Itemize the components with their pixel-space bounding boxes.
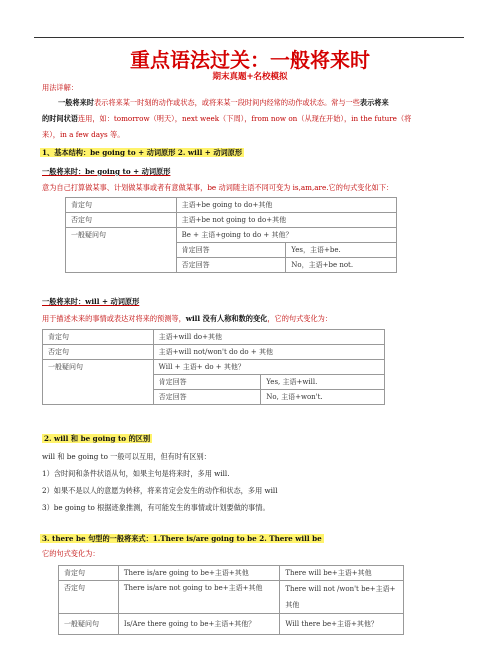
table-cell: 否定句 [59,581,119,614]
table-cell: 肯定回答 [153,375,261,390]
table-cell: 否定回答 [153,390,261,405]
usage-heading: 用法详解： [42,83,78,92]
table-row [43,330,385,345]
table-cell: Be + 主语+going to do + 其他？ [176,228,396,243]
table-cell: Will + 主语+ do + 其他？ [153,360,384,375]
table-cell: 主语+will do+其他 [153,330,384,345]
table-row [59,566,404,581]
table-cell: There will not /won't be+主语+ 其他 [280,581,404,614]
section1-heading: 1、基本结构：be going to + 动词原形 2. will + 动词原形 [42,148,243,157]
table-cell: 一般疑问句 [66,228,177,273]
section1-intro: 意为自己打算做某事、计划做某事或者有意做某事，be 动词随主语不同可变为 is,am,are.它的句式变化如下： [42,183,394,192]
definition-line-1 [58,97,389,108]
section3-intro: 它的句式变化为： [42,549,100,558]
table-row [59,581,404,614]
table-cell: Yes, 主语+will. [261,375,385,390]
term-future-time: 表示将来 [359,98,389,107]
table-cell: 主语+be not going to do+其他 [176,213,396,228]
table-row [66,228,397,243]
definition-text-1: 表示将来某一时刻的动作或状态，或将来某一段时间内经常的动作或状态。常与一些 [93,98,360,107]
table-cell: Is/Are there going to be+主语+其他？ [118,614,280,635]
table-cell: 肯定句 [59,566,119,581]
header-rule [34,37,464,38]
table-cell: 一般疑问句 [43,360,154,405]
page-title: 重点语法过关：一般将来时 [130,48,370,72]
section2-heading: 2. will 和 be going to 的区别 [44,434,151,443]
table-cell: There will be+主语+其他 [280,566,404,581]
section-will-intro: 用于描述未来的事情或表达对将来的预测等，will 没有人称和数的变化，它的句式变化为： [42,314,333,323]
table-cell: There is/are not going to be+主语+其他 [118,581,280,614]
table-cell: Will there be+主语+其他？ [280,614,404,635]
section2-line-4: 3）be going to 根据迹象推测，有可能发生的事情或计划要做的事情。 [42,503,270,512]
table-cell: 一般疑问句 [59,614,119,635]
table-cell: There is/are going to be+主语+其他 [118,566,280,581]
section2-line-2: 1）含时间和条件状语从句，如果主句是将来时，多用 will. [42,469,230,478]
there-be-table [58,565,404,635]
table-cell: No, 主语+won't. [261,390,385,405]
table-row [66,213,397,228]
definition-line-3: 来），in a few days 等。 [42,130,125,139]
section2-line-3: 2）如果不是以人的意愿为转移，将来肯定会发生的动作和状态，多用 will [42,486,278,495]
will-table [42,329,385,405]
definition-text-2: 连用，如：tomorrow（明天），next week（下周），from now on（从现在开始），in the future（将 [77,114,412,123]
table-row [66,198,397,213]
table-row [59,614,404,635]
table-cell: 主语+be going to do+其他 [176,198,396,213]
section1-subheading: 一般将来时：be going to + 动词原形 [42,167,171,176]
table-cell: 肯定句 [43,330,154,345]
term-future-tense: 一般将来时 [58,98,94,107]
table-cell: 肯定句 [66,198,177,213]
section3-heading: 3. there be 句型的一般将来式：1.There is/are going to be 2. There will be [42,534,322,543]
definition-line-2 [42,113,411,124]
table-cell: 肯定回答 [176,243,286,258]
table-cell: 否定句 [43,345,154,360]
table-cell: 否定句 [66,213,177,228]
section2-line-1: will 和 be going to 一般可以互用，但有时有区别： [42,452,211,461]
term-time-adverbial: 的时间状语 [42,114,78,123]
table-cell: 否定回答 [176,258,286,273]
table-cell: No，主语+be not. [286,258,397,273]
page-subtitle: 期末真题+名校模拟 [212,72,288,82]
section-will-heading: 一般将来时：will + 动词原形 [42,297,140,306]
table-cell: 主语+will not/won't do do + 其他 [153,345,384,360]
table-cell: Yes，主语+be. [286,243,397,258]
table-row [43,360,385,375]
table-row [43,345,385,360]
be-going-to-table [65,197,397,273]
